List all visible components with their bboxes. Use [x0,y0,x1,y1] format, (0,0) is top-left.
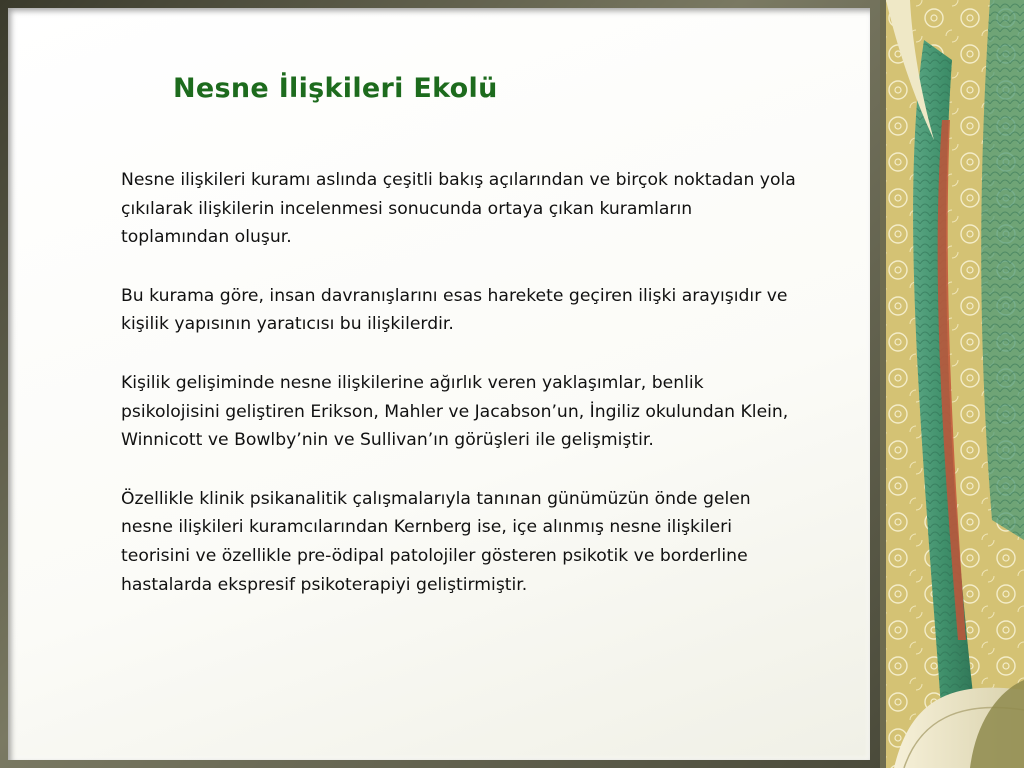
decorative-leaf-illustration [880,0,1024,768]
paragraph-4: Özellikle klinik psikanalitik çalışmalarıyla tanınan günümüzün önde gelen nesne ilişkileri kuramcılarından Kernberg ise, içe alınmış nesne ilişkileri teorisini ve özellikle pre-ödipal patolojiler gösteren psikotik ve borderline hastalarda ekspresif psikoterapiyi geliştirmiştir. [121,488,751,595]
slide-body [121,166,796,629]
slide-canvas [8,8,870,760]
paragraph-1: Nesne ilişkileri kuramı aslında çeşitli bakış açılarından ve birçok noktadan yola çıkılarak ilişkilerin incelenmesi sonucunda ortaya çıkan kuramların toplamından oluşur. [121,170,796,248]
paragraph-2: Bu kurama göre, insan davranışlarını esas harekete geçiren ilişki arayışıdır ve kişilik yapısının yaratıcısı bu ilişkilerdir. [121,285,788,335]
paragraph-3: Kişilik gelişiminde nesne ilişkilerine ağırlık veren yaklaşımlar, benlik psikolojisini geliştiren Erikson, Mahler ve Jacabson’un, İngiliz okulundan Klein, Winnicott ve Bowlby’nin ve Sullivan’ın görüşleri ile gelişmiştir. [121,372,789,451]
decorative-panel [880,0,1024,768]
slide-title: Nesne İlişkileri Ekolü [173,73,498,104]
